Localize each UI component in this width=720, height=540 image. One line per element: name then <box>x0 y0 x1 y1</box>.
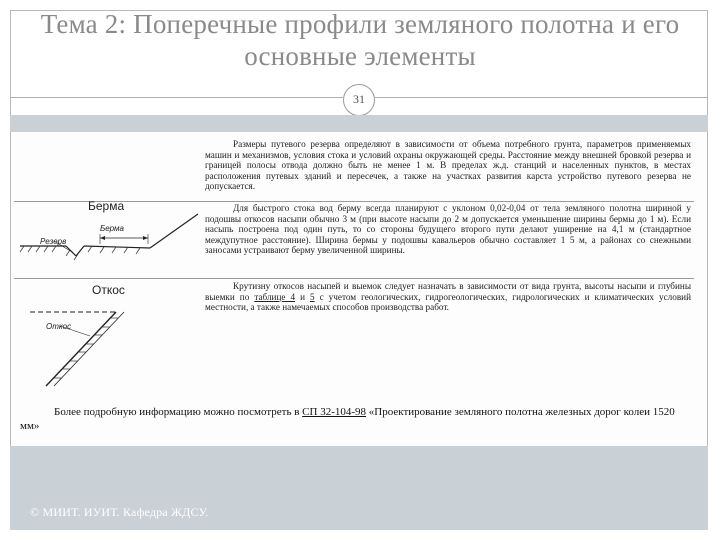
slope-figure-title: Откос <box>92 283 125 297</box>
more-info-tail: «Проектирование земляного полотна железных дорог колеи 1520 мм» <box>20 406 675 432</box>
more-info <box>20 405 696 433</box>
paragraph-slopes <box>205 281 691 313</box>
slope-label: Откос <box>46 322 72 331</box>
more-info-text: Более подробную информацию можно посмотреть в <box>54 406 303 418</box>
slope-diagram <box>20 296 200 394</box>
title-rule-left <box>10 97 343 98</box>
paragraph-reserve-text: Размеры путевого резерва определяют в зависимости от объема потребного грунта, параметров применяемых машин и механизмов, условия стока и условий охраны окружающей среды. Расстояние между внешней бровкой резерва и границей полосы отвода должно быть не менее 1 м. В пределах ж.д. станций и населенных пунктов, в местах расположения путевых зданий и пересечек, а также на участках развития карста устройство путевого резерва не допускается. <box>205 139 691 192</box>
slide-title: Тема 2: Поперечные профили земляного полотна и его основные элементы <box>40 9 680 71</box>
paragraph-slopes-conj: и <box>295 291 310 302</box>
reserve-label: Резерв <box>40 237 67 246</box>
table-5-link[interactable]: 5 <box>309 291 315 302</box>
top-band <box>10 115 708 132</box>
page-number: 31 <box>343 84 375 116</box>
table-4-link[interactable]: таблице 4 <box>254 291 296 302</box>
berm-figure-title: Берма <box>88 199 125 213</box>
paragraph-slopes-text: Крутизну откосов насыпей и выемок следует назначать в зависимости от вида грунта, высоты насыпи и глубины выемки по <box>205 281 691 302</box>
paragraph-berm <box>205 203 691 256</box>
sp-32-104-98-link[interactable]: СП 32-104-98 <box>302 406 367 418</box>
title-rule-right <box>375 97 708 98</box>
paragraph-berm-text: Для быстрого стока вод берму всегда планируют с уклоном 0,02-0,04 от тела земляного полотна шириной у подошвы откосов насыпи обычно 3 м (при высоте насыпи до 2 м допускается уменьшение ширины бермы до 1 м). Если насыпь построена под один путь, то со стороны будущего второго пути делают уширение на 4,1 м (стандартное междупутное расстояние). Ширина бермы у подошвы кавальеров обычно составляет 1 5 м, а районах со снежными заносами устраивают берму увеличенной ширины. <box>205 203 691 256</box>
footer-copyright: © МИИТ. ИУИТ. Кафедра ЖДСУ. <box>30 505 209 519</box>
paragraph-reserve <box>205 139 691 192</box>
berm-dimension-label: Берма <box>100 224 124 233</box>
paragraph-slopes-tail: с учетом геологических, гидрогеологических, гидрологических и климатических условий местности, а также намечаемых способов производства работ. <box>205 291 691 313</box>
separator-2 <box>14 278 694 279</box>
